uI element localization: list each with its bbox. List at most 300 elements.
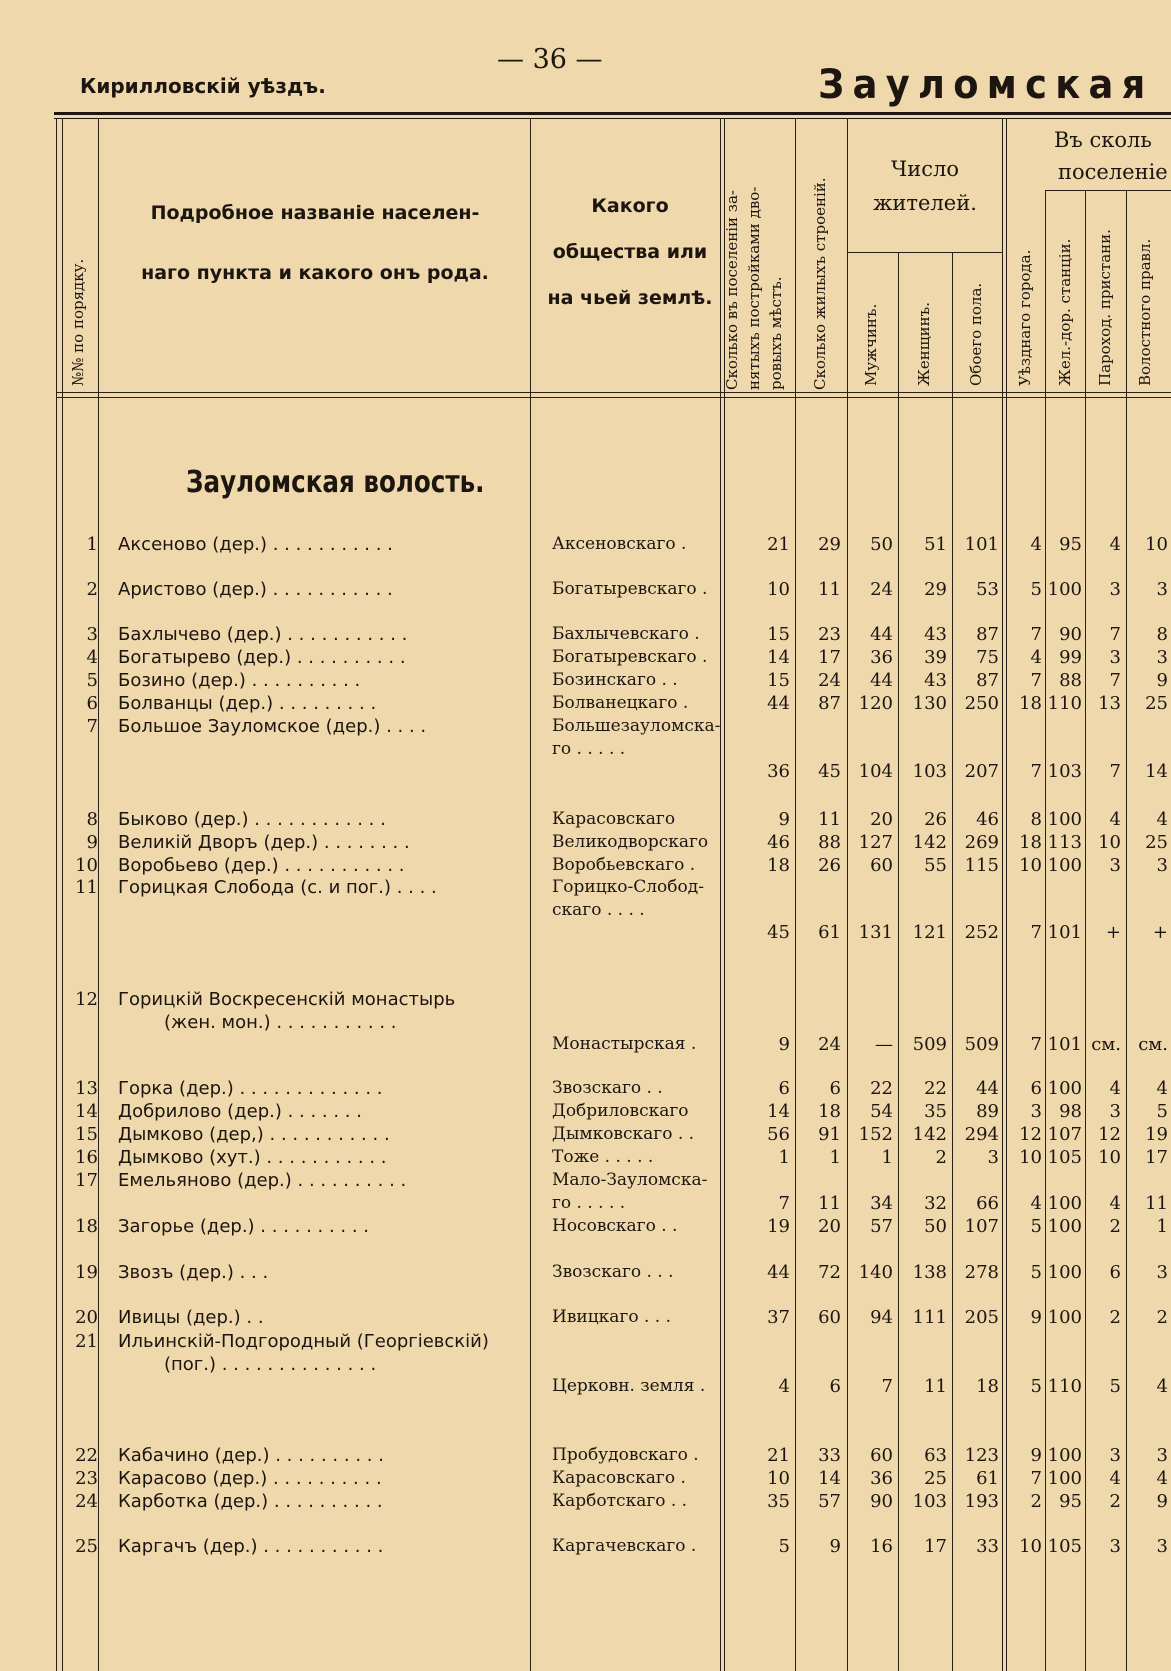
cell-pier: 7 <box>1109 761 1121 782</box>
cell-t: 87 <box>976 624 999 645</box>
cell-vol: 9 <box>1156 670 1168 691</box>
cell-m: 140 <box>858 1262 893 1283</box>
cell-soc: Монастырская . <box>552 1034 697 1054</box>
cell-vol: 9 <box>1156 1491 1168 1512</box>
cell-t: 269 <box>964 832 999 853</box>
cell-m: 152 <box>858 1124 893 1145</box>
cell-t: 115 <box>964 855 999 876</box>
cell-rail: 100 <box>1047 1262 1082 1283</box>
cell-t: 33 <box>976 1536 999 1557</box>
cell-vol: 5 <box>1156 1101 1168 1122</box>
cell-m: 94 <box>870 1307 893 1328</box>
cell-f: 103 <box>912 1491 947 1512</box>
cell-f: 29 <box>924 579 947 600</box>
cell-pier: 3 <box>1109 1536 1121 1557</box>
cell-no: 1 <box>86 534 98 555</box>
cell-rail: 100 <box>1047 1307 1082 1328</box>
cell-no: 17 <box>75 1170 98 1191</box>
cell-town: 7 <box>1030 624 1042 645</box>
cell-f: 32 <box>924 1193 947 1214</box>
cell-t: 101 <box>964 534 999 555</box>
cell-m: 36 <box>870 1468 893 1489</box>
cell-vol: + <box>1152 922 1168 943</box>
cell-town: 5 <box>1030 1262 1042 1283</box>
header-district: Кирилловскій уѣздъ. <box>80 74 326 98</box>
cell-bld: 57 <box>818 1491 841 1512</box>
cell-plots: 44 <box>767 693 790 714</box>
cell-soc: Великодворскаго <box>552 832 709 852</box>
cell-rail: 88 <box>1059 670 1082 691</box>
cell-f: 138 <box>912 1262 947 1283</box>
cell-m: 60 <box>870 855 893 876</box>
cell-bld: 11 <box>818 1193 841 1214</box>
col-header-society-line2: общества или <box>552 241 708 263</box>
table-row <box>54 1444 1171 1467</box>
cell-town: 7 <box>1030 670 1042 691</box>
cell-f: 35 <box>924 1101 947 1122</box>
cell-m: 57 <box>870 1216 893 1237</box>
cell-f: 51 <box>924 534 947 555</box>
cell-rail: 100 <box>1047 809 1082 830</box>
cell-soc: Пробудовскаго . <box>552 1445 699 1465</box>
cell-pier: 13 <box>1098 693 1121 714</box>
cell-plots: 14 <box>767 1101 790 1122</box>
cell-t: 123 <box>964 1445 999 1466</box>
cell-soc: Добриловскаго <box>552 1101 689 1121</box>
cell-name: Великій Дворъ (дер.) . . . . . . . . <box>118 832 410 853</box>
cell-bld: 24 <box>818 670 841 691</box>
cell-pier: 3 <box>1109 1101 1121 1122</box>
cell-town: 9 <box>1030 1307 1042 1328</box>
cell-rail: 100 <box>1047 579 1082 600</box>
cell-soc: Богатыревскаго . <box>552 647 708 667</box>
cell-soc: Карасовскаго <box>552 809 676 829</box>
cell-pier: 7 <box>1109 670 1121 691</box>
cell-name: Богатырево (дер.) . . . . . . . . . . <box>118 647 406 668</box>
cell-vol: 11 <box>1145 1193 1168 1214</box>
cell-town: 7 <box>1030 922 1042 943</box>
cell-rail: 110 <box>1047 693 1082 714</box>
cell-t: 75 <box>976 647 999 668</box>
cell-rail: 100 <box>1047 1193 1082 1214</box>
cell-rail: 107 <box>1047 1124 1082 1145</box>
cell-bld: 29 <box>818 534 841 555</box>
cell-bld: 72 <box>818 1262 841 1283</box>
cell-name2: (пог.) . . . . . . . . . . . . . . <box>164 1354 377 1375</box>
cell-no: 24 <box>75 1491 98 1512</box>
cell-town: 7 <box>1030 1034 1042 1055</box>
cell-rail: 100 <box>1047 855 1082 876</box>
cell-m: 22 <box>870 1078 893 1099</box>
cell-soc: Мало-Зауломска- <box>552 1170 708 1190</box>
cell-soc: Карасовскаго . <box>552 1468 686 1488</box>
table-row <box>54 1467 1171 1490</box>
cell-no: 6 <box>86 693 98 714</box>
cell-town: 9 <box>1030 1445 1042 1466</box>
cell-soc: Звозскаго . . <box>552 1078 663 1098</box>
table-row <box>54 1490 1171 1513</box>
table-row <box>54 716 1171 783</box>
cell-rail: 100 <box>1047 1445 1082 1466</box>
col-header-distance <box>1040 124 1171 188</box>
col-header-population <box>850 152 1000 220</box>
table-row <box>54 623 1171 646</box>
cell-f: 22 <box>924 1078 947 1099</box>
cell-m: 36 <box>870 647 893 668</box>
cell-town: 12 <box>1019 1124 1042 1145</box>
cell-t: 250 <box>964 693 999 714</box>
cell-no: 12 <box>75 989 98 1010</box>
cell-town: 18 <box>1019 693 1042 714</box>
cell-soc: Большезауломска- <box>552 716 721 736</box>
cell-name: Каргачъ (дер.) . . . . . . . . . . . <box>118 1536 384 1557</box>
cell-name: Аристово (дер.) . . . . . . . . . . . <box>118 579 393 600</box>
cell-name: Болванцы (дер.) . . . . . . . . . <box>118 693 377 714</box>
cell-bld: 91 <box>818 1124 841 1145</box>
col-header-plots-2: нятыхъ постройками дво- <box>745 186 763 390</box>
cell-soc: Дымковскаго . . <box>552 1124 695 1144</box>
cell-vol: 3 <box>1156 579 1168 600</box>
cell-soc2: скаго . . . . <box>552 900 645 920</box>
cell-m: 20 <box>870 809 893 830</box>
cell-vol: 8 <box>1156 624 1168 645</box>
cell-vol: 4 <box>1156 1376 1168 1397</box>
col-header-name-line1: Подробное названіе населен- <box>150 202 480 224</box>
cell-plots: 1 <box>778 1147 790 1168</box>
cell-plots: 36 <box>767 761 790 782</box>
cell-t: 193 <box>964 1491 999 1512</box>
page-number: — 36 — <box>497 44 603 75</box>
cell-town: 5 <box>1030 1376 1042 1397</box>
table-row <box>54 1100 1171 1123</box>
cell-rail: 103 <box>1047 761 1082 782</box>
cell-bld: 6 <box>829 1376 841 1397</box>
cell-plots: 21 <box>767 534 790 555</box>
cell-name: Карасово (дер.) . . . . . . . . . . <box>118 1468 382 1489</box>
cell-vol: 3 <box>1156 1445 1168 1466</box>
cell-f: 43 <box>924 624 947 645</box>
header-rule <box>54 112 1171 115</box>
cell-no: 9 <box>86 832 98 853</box>
col-header-men: Мужчинъ. <box>862 303 880 386</box>
cell-rail: 101 <box>1047 1034 1082 1055</box>
cell-pier: 5 <box>1109 1376 1121 1397</box>
table-row <box>54 1170 1171 1215</box>
cell-rail: 90 <box>1059 624 1082 645</box>
cell-t: 3 <box>987 1147 999 1168</box>
cell-rail: 113 <box>1047 832 1082 853</box>
col-header-population-line1: Число <box>891 157 959 181</box>
cell-no: 18 <box>75 1216 98 1237</box>
cell-name: Бозино (дер.) . . . . . . . . . . <box>118 670 361 691</box>
cell-pier: + <box>1105 922 1121 943</box>
cell-rail: 105 <box>1047 1147 1082 1168</box>
cell-plots: 4 <box>778 1376 790 1397</box>
table-row <box>54 808 1171 831</box>
table-row <box>54 1331 1171 1398</box>
cell-f: 121 <box>912 922 947 943</box>
cell-rail: 110 <box>1047 1376 1082 1397</box>
cell-plots: 5 <box>778 1536 790 1557</box>
cell-t: 252 <box>964 922 999 943</box>
cell-plots: 9 <box>778 809 790 830</box>
table-row <box>54 1535 1171 1558</box>
cell-t: 53 <box>976 579 999 600</box>
cell-vol: см. <box>1138 1034 1168 1055</box>
cell-vol: 10 <box>1145 534 1168 555</box>
cell-name: Звозъ (дер.) . . . <box>118 1262 269 1283</box>
cell-vol: 2 <box>1156 1307 1168 1328</box>
cell-soc: Болванецкаго . <box>552 693 689 713</box>
cell-bld: 1 <box>829 1147 841 1168</box>
table-row <box>54 854 1171 877</box>
cell-bld: 18 <box>818 1101 841 1122</box>
cell-town: 18 <box>1019 832 1042 853</box>
cell-bld: 45 <box>818 761 841 782</box>
cell-name: Загорье (дер.) . . . . . . . . . . <box>118 1216 370 1237</box>
cell-t: 46 <box>976 809 999 830</box>
cell-town: 4 <box>1030 647 1042 668</box>
cell-soc: Аксеновскаго . <box>552 534 687 554</box>
cell-soc: Ивицкаго . . . <box>552 1307 671 1327</box>
cell-no: 14 <box>75 1101 98 1122</box>
cell-rail: 100 <box>1047 1468 1082 1489</box>
cell-bld: 60 <box>818 1307 841 1328</box>
cell-bld: 6 <box>829 1078 841 1099</box>
section-title: Зауломская волость. <box>186 465 485 500</box>
cell-f: 26 <box>924 809 947 830</box>
cell-f: 111 <box>912 1307 947 1328</box>
cell-bld: 9 <box>829 1536 841 1557</box>
cell-soc: Церковн. земля . <box>552 1376 706 1396</box>
cell-no: 2 <box>86 579 98 600</box>
cell-t: 66 <box>976 1193 999 1214</box>
cell-f: 2 <box>935 1147 947 1168</box>
cell-bld: 23 <box>818 624 841 645</box>
cell-soc: Карботскаго . . <box>552 1491 688 1511</box>
cell-bld: 33 <box>818 1445 841 1466</box>
cell-name: Горицкая Слобода (с. и пог.) . . . . <box>118 877 437 898</box>
cell-m: 16 <box>870 1536 893 1557</box>
cell-f: 11 <box>924 1376 947 1397</box>
cell-pier: 7 <box>1109 624 1121 645</box>
cell-pier: см. <box>1091 1034 1121 1055</box>
cell-t: 205 <box>964 1307 999 1328</box>
cell-plots: 7 <box>778 1193 790 1214</box>
cell-f: 142 <box>912 832 947 853</box>
cell-m: 90 <box>870 1491 893 1512</box>
cell-t: 18 <box>976 1376 999 1397</box>
cell-plots: 14 <box>767 647 790 668</box>
col-header-population-line2: жителей. <box>873 191 977 215</box>
cell-pier: 3 <box>1109 647 1121 668</box>
cell-name: Бахлычево (дер.) . . . . . . . . . . . <box>118 624 408 645</box>
cell-rail: 99 <box>1059 647 1082 668</box>
cell-name: Большое Зауломское (дер.) . . . . <box>118 716 427 737</box>
cell-t: 87 <box>976 670 999 691</box>
cell-plots: 37 <box>767 1307 790 1328</box>
cell-no: 7 <box>86 716 98 737</box>
cell-soc2: го . . . . . <box>552 1193 626 1213</box>
cell-no: 22 <box>75 1445 98 1466</box>
cell-no: 15 <box>75 1124 98 1145</box>
cell-no: 21 <box>75 1331 98 1352</box>
cell-town: 10 <box>1019 1147 1042 1168</box>
cell-town: 2 <box>1030 1491 1042 1512</box>
cell-vol: 17 <box>1145 1147 1168 1168</box>
cell-bld: 88 <box>818 832 841 853</box>
header-rule-thin <box>54 118 1171 119</box>
cell-soc: Бахлычевскаго . <box>552 624 700 644</box>
cell-m: 24 <box>870 579 893 600</box>
cell-plots: 9 <box>778 1034 790 1055</box>
cell-m: 54 <box>870 1101 893 1122</box>
cell-plots: 10 <box>767 1468 790 1489</box>
cell-soc: Богатыревскаго . <box>552 579 708 599</box>
cell-no: 3 <box>86 624 98 645</box>
table-row <box>54 1215 1171 1238</box>
cell-vol: 19 <box>1145 1124 1168 1145</box>
table-row <box>54 578 1171 601</box>
cell-f: 130 <box>912 693 947 714</box>
cell-soc: Носовскаго . . <box>552 1216 678 1236</box>
cell-no: 11 <box>75 877 98 898</box>
col-header-plots-3: ровыхъ мѣстъ. <box>767 276 785 390</box>
cell-bld: 11 <box>818 579 841 600</box>
cell-m: 127 <box>858 832 893 853</box>
cell-plots: 44 <box>767 1262 790 1283</box>
col-header-town: Уѣзднаго города. <box>1016 249 1034 386</box>
col-header-distance-line2: поселеніе <box>1058 160 1168 184</box>
cell-bld: 11 <box>818 809 841 830</box>
col-header-name <box>100 193 530 293</box>
cell-vol: 3 <box>1156 1536 1168 1557</box>
cell-rail: 100 <box>1047 1216 1082 1237</box>
col-header-society-line1: Какого <box>591 195 669 217</box>
cell-f: 43 <box>924 670 947 691</box>
cell-rail: 95 <box>1059 534 1082 555</box>
table-row <box>54 831 1171 854</box>
table-row <box>54 1306 1171 1329</box>
cell-plots: 45 <box>767 922 790 943</box>
cell-m: 120 <box>858 693 893 714</box>
cell-pier: 4 <box>1109 534 1121 555</box>
cell-plots: 35 <box>767 1491 790 1512</box>
cell-town: 3 <box>1030 1101 1042 1122</box>
cell-m: 7 <box>881 1376 893 1397</box>
cell-name: Кабачино (дер.) . . . . . . . . . . <box>118 1445 384 1466</box>
header-volost: Зауломская <box>817 62 1153 108</box>
cell-name: Воробьево (дер.) . . . . . . . . . . . <box>118 855 405 876</box>
cell-pier: 2 <box>1109 1307 1121 1328</box>
cell-m: 44 <box>870 670 893 691</box>
cell-pier: 10 <box>1098 832 1121 853</box>
cell-rail: 101 <box>1047 922 1082 943</box>
col-header-volost: Волостного правл. <box>1136 238 1154 386</box>
cell-t: 509 <box>964 1034 999 1055</box>
cell-m: 60 <box>870 1445 893 1466</box>
cell-name: Быково (дер.) . . . . . . . . . . . . <box>118 809 386 830</box>
cell-m: 44 <box>870 624 893 645</box>
cell-bld: 87 <box>818 693 841 714</box>
cell-pier: 4 <box>1109 1078 1121 1099</box>
cell-t: 278 <box>964 1262 999 1283</box>
table-row <box>54 989 1171 1056</box>
cell-plots: 56 <box>767 1124 790 1145</box>
cell-no: 5 <box>86 670 98 691</box>
cell-t: 61 <box>976 1468 999 1489</box>
table-row <box>54 877 1171 944</box>
cell-t: 207 <box>964 761 999 782</box>
cell-town: 10 <box>1019 1536 1042 1557</box>
col-header-buildings: Сколько жилыхъ строеній. <box>811 177 829 390</box>
cell-vol: 4 <box>1156 1468 1168 1489</box>
cell-vol: 25 <box>1145 693 1168 714</box>
cell-soc2: го . . . . . <box>552 739 626 759</box>
cell-m: 50 <box>870 534 893 555</box>
cell-rail: 95 <box>1059 1491 1082 1512</box>
cell-pier: 2 <box>1109 1216 1121 1237</box>
cell-plots: 19 <box>767 1216 790 1237</box>
cell-pier: 10 <box>1098 1147 1121 1168</box>
cell-soc: Горицко-Слобод- <box>552 877 704 897</box>
col-header-both: Обоего пола. <box>967 282 985 386</box>
cell-bld: 14 <box>818 1468 841 1489</box>
cell-vol: 3 <box>1156 647 1168 668</box>
table-row <box>54 646 1171 669</box>
cell-m: 104 <box>858 761 893 782</box>
cell-no: 13 <box>75 1078 98 1099</box>
col-header-pier: Пароход. пристани. <box>1096 229 1114 386</box>
cell-no: 19 <box>75 1262 98 1283</box>
table-row <box>54 1123 1171 1146</box>
cell-f: 103 <box>912 761 947 782</box>
cell-name: Ивицы (дер.) . . <box>118 1307 264 1328</box>
cell-rail: 98 <box>1059 1101 1082 1122</box>
cell-m: 131 <box>858 922 893 943</box>
cell-town: 7 <box>1030 761 1042 782</box>
table-row <box>54 1146 1171 1169</box>
cell-bld: 61 <box>818 922 841 943</box>
cell-plots: 15 <box>767 670 790 691</box>
cell-f: 50 <box>924 1216 947 1237</box>
cell-pier: 2 <box>1109 1491 1121 1512</box>
cell-no: 16 <box>75 1147 98 1168</box>
col-header-distance-line1: Въ сколь <box>1054 128 1152 152</box>
cell-town: 10 <box>1019 855 1042 876</box>
cell-bld: 26 <box>818 855 841 876</box>
cell-plots: 10 <box>767 579 790 600</box>
cell-f: 509 <box>912 1034 947 1055</box>
cell-town: 5 <box>1030 579 1042 600</box>
cell-no: 20 <box>75 1307 98 1328</box>
cell-pier: 3 <box>1109 855 1121 876</box>
cell-pier: 12 <box>1098 1124 1121 1145</box>
cell-f: 17 <box>924 1536 947 1557</box>
cell-soc: Каргачевскаго . <box>552 1536 697 1556</box>
cell-m: 1 <box>881 1147 893 1168</box>
cell-plots: 18 <box>767 855 790 876</box>
cell-soc: Воробьевскаго . <box>552 855 696 875</box>
cell-f: 142 <box>912 1124 947 1145</box>
cell-pier: 3 <box>1109 1445 1121 1466</box>
cell-vol: 4 <box>1156 1078 1168 1099</box>
cell-vol: 3 <box>1156 1262 1168 1283</box>
cell-t: 44 <box>976 1078 999 1099</box>
cell-pier: 4 <box>1109 809 1121 830</box>
col-header-plots-1: Сколько въ поселеніи за- <box>723 190 741 390</box>
cell-vol: 3 <box>1156 855 1168 876</box>
